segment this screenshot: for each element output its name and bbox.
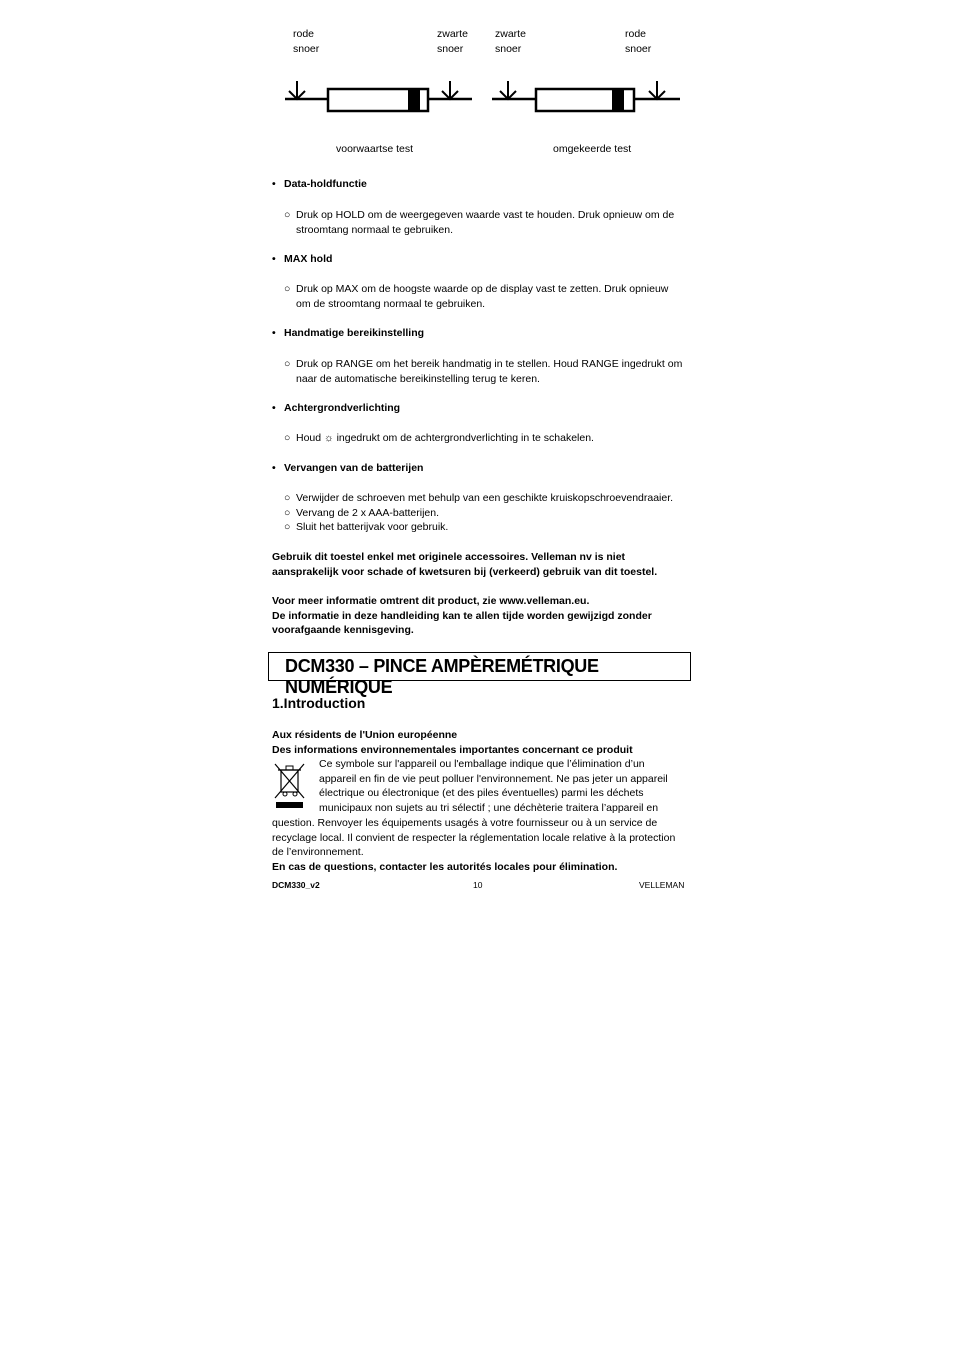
eu-heading: Aux résidents de l'Union européenne Des informations environnementales importantes concernant ce produit: [272, 729, 633, 756]
list-item: ○ Vervang de 2 x AAA-batterijen.: [284, 507, 440, 519]
notice-info: Voor meer informatie omtrent dit product, zie www.velleman.eu. De informatie in deze handleiding kan te allen tijde worden gewijzigd zonder voorafgaande kennisgeving.: [272, 595, 652, 636]
label-black-lead-right: zwarte snoer: [495, 28, 526, 55]
closing-notice: En cas de questions, contacter les autorités locales pour élimination.: [272, 861, 618, 873]
probe-arrow-icon: [500, 81, 516, 99]
label-red-lead-right: rode snoer: [625, 28, 652, 55]
list-item: ○ Druk op RANGE om het bereik handmatig in te stellen. Houd RANGE ingedrukt om naar de automatische bereikinstelling terug te keren.: [284, 358, 683, 385]
label-red-lead-left: rode snoer: [293, 28, 320, 55]
probe-arrow-icon: [289, 81, 305, 99]
weee-body-text: question. Renvoyer les équipements usagés à votre fournisseur ou à un service de recyclage local. Il convient de respecter la réglementation locale relative à la protection de l’environnement.: [272, 817, 676, 858]
weee-text: Ce symbole sur l'appareil ou l'emballage indique que l’élimination d’un appareil en fin de vie peut polluer l'environnement. Ne pas jeter un appareil électrique ou électronique (et des piles éventuelles) parmi les déchets municipaux non sujets au tri sélectif ; une déchèterie traitera l’appareil en: [319, 758, 668, 814]
list-item: ○ Druk op HOLD om de weergegeven waarde vast te houden. Druk opnieuw om de stroomtang normaal te gebruiken.: [284, 209, 675, 236]
section-heading: • MAX hold: [272, 253, 333, 265]
notice-accessories: Gebruik dit toestel enkel met originele accessoires. Velleman nv is niet aansprakelijk voor schade of kwetsuren bij (verkeerd) gebruik van dit toestel.: [272, 551, 658, 578]
caption-reverse-test: omgekeerde test: [553, 143, 632, 155]
footer-doc-id: DCM330_v2: [272, 880, 320, 890]
list-item: ○ Druk op MAX om de hoogste waarde op de display vast te zetten. Druk opnieuw om de stroomtang normaal te gebruiken.: [284, 283, 669, 310]
backlight-icon: ☼: [324, 432, 334, 444]
list-item: ○ Houd ☼ ingedrukt om de achtergrondverlichting in te schakelen.: [284, 432, 594, 444]
section-heading: • Data-holdfunctie: [272, 178, 367, 190]
section-heading: • Handmatige bereikinstelling: [272, 327, 425, 339]
page-number: 10: [473, 880, 483, 890]
list-item: ○ Verwijder de schroeven met behulp van een geschikte kruiskopschroevendraaier.: [284, 492, 674, 504]
weee-bin-icon: [273, 760, 307, 810]
list-item: ○ Sluit het batterijvak voor gebruik.: [284, 521, 449, 533]
footer-brand: VELLEMAN: [639, 880, 685, 890]
section-title-box: [268, 652, 691, 697]
probe-arrow-icon: [649, 81, 665, 99]
probe-arrow-icon: [442, 81, 458, 99]
label-black-lead-left: zwarte snoer: [437, 28, 468, 55]
reverse-diode-icon: [492, 89, 680, 111]
page-title: DCM330 – PINCE AMPÈREMÉTRIQUE NUMÉRIQUE: [285, 656, 599, 697]
diode-test-diagram: [280, 75, 690, 125]
section-heading: • Vervangen van de batterijen: [272, 462, 424, 474]
caption-forward-test: voorwaartse test: [336, 143, 414, 155]
section-heading: • Achtergrondverlichting: [272, 402, 401, 414]
intro-heading: 1.Introduction: [272, 695, 366, 711]
